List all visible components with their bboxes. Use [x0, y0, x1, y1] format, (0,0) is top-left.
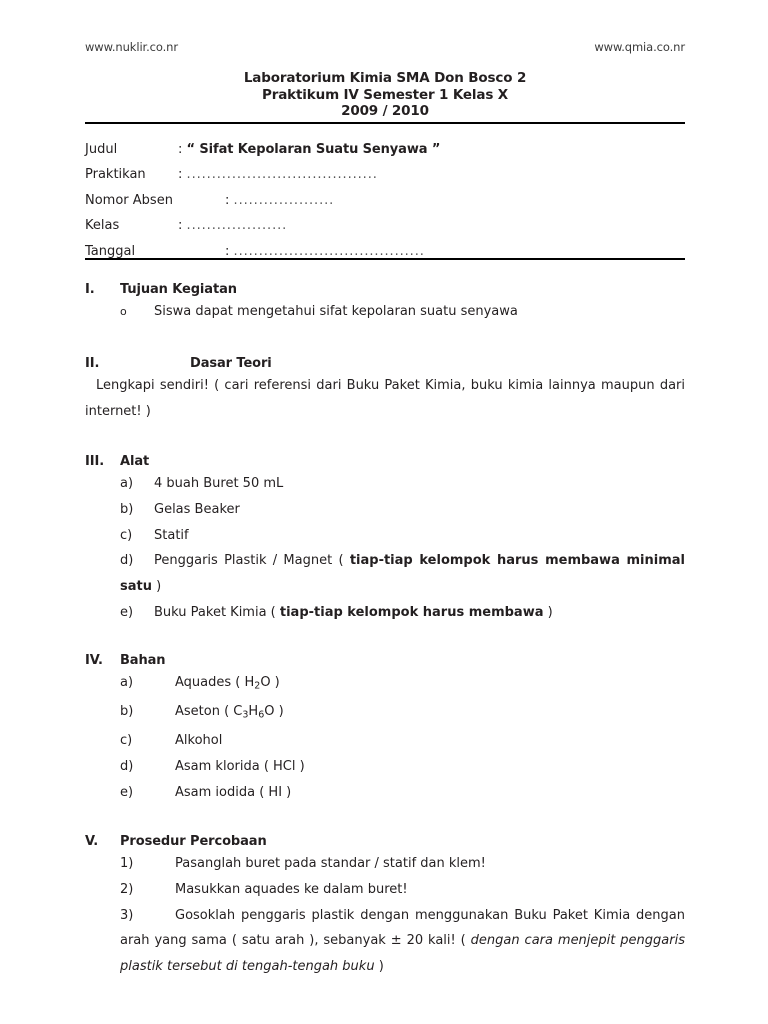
- label-praktikan: Praktikan: [85, 167, 146, 183]
- list-item: [85, 600, 685, 626]
- label-tanggal: Tanggal: [85, 243, 136, 259]
- list-item-text-tail: ): [543, 604, 553, 620]
- section-dasar-teori: [85, 355, 685, 425]
- nomor-absen-field[interactable]: [225, 188, 334, 213]
- list-item-label: Siswa dapat mengetahui sifat kepolaran suatu senyawa: [154, 304, 518, 319]
- separator-colon: :: [225, 192, 230, 208]
- label-kelas: Kelas: [85, 218, 120, 234]
- section-heading: [85, 453, 685, 471]
- kelas-field[interactable]: [178, 213, 287, 238]
- section-heading: [85, 652, 685, 670]
- praktikan-blank[interactable]: ......................................: [186, 167, 378, 183]
- list-item: [85, 728, 685, 754]
- list-item: [85, 754, 685, 780]
- list-item-text-tail: ): [374, 959, 384, 975]
- section-number: III.: [85, 454, 105, 469]
- chemical-subscript: 3: [242, 709, 249, 721]
- section-number: II.: [85, 356, 100, 371]
- tanggal-field[interactable]: [225, 239, 425, 264]
- list-item-label: Asam iodida ( HI ): [175, 784, 292, 800]
- list-item: [85, 877, 685, 903]
- praktikan-field[interactable]: [178, 162, 378, 187]
- section-tujuan-kegiatan: [85, 281, 685, 325]
- list-marker: e): [120, 604, 134, 620]
- list-item-label: 4 buah Buret 50 mL: [154, 476, 284, 491]
- judul-field: [178, 137, 440, 162]
- chemical-name: Aseton ( C: [175, 704, 243, 720]
- list-marker: b): [120, 704, 134, 720]
- chemical-tail: O ): [264, 704, 284, 720]
- list-marker: c): [120, 733, 133, 749]
- separator-colon: :: [178, 142, 183, 157]
- section-title: Dasar Teori: [190, 356, 272, 371]
- section-title: Alat: [120, 454, 150, 469]
- section-title: Prosedur Percobaan: [120, 834, 267, 849]
- separator-colon: :: [225, 243, 230, 259]
- form-row-nomor-absen: [85, 188, 685, 213]
- chemical-tail: O ): [260, 675, 280, 690]
- alat-list: [85, 471, 685, 626]
- url-left: www.nuklir.co.nr: [85, 40, 178, 54]
- kelas-blank[interactable]: ....................: [186, 218, 288, 234]
- list-item: [85, 699, 685, 728]
- list-item-label: Alkohol: [175, 733, 223, 749]
- list-item-text-tail: ): [151, 579, 162, 595]
- list-marker: b): [120, 501, 134, 517]
- section-number: IV.: [85, 653, 103, 668]
- list-item-text-bold: tiap-tiap kelompok harus membawa: [279, 604, 544, 620]
- list-item-label: Statif: [154, 527, 189, 543]
- label-nomor-absen: Nomor Absen: [85, 192, 173, 208]
- nomor-absen-blank[interactable]: ....................: [233, 192, 335, 208]
- identity-form: [85, 137, 685, 264]
- list-marker: d): [120, 553, 134, 569]
- section-heading: [85, 355, 685, 373]
- chemical-subscript: 2: [254, 680, 261, 692]
- label-judul: Judul: [85, 142, 118, 157]
- chemical-name: Aquades ( H: [175, 675, 255, 690]
- list-item: [85, 851, 685, 877]
- section-heading: [85, 281, 685, 299]
- tanggal-blank[interactable]: ......................................: [233, 243, 425, 259]
- section-heading: [85, 833, 685, 851]
- chemical-mid: H: [248, 704, 259, 720]
- title-line-1: Laboratorium Kimia SMA Don Bosco 2: [243, 70, 527, 86]
- list-item-label: Pasanglah buret pada standar / statif dan klem!: [175, 856, 486, 871]
- list-item-text-plain: Buku Paket Kimia (: [154, 604, 280, 620]
- list-item: [85, 497, 685, 523]
- list-item-text-plain: Penggaris Plastik / Magnet (: [154, 553, 350, 569]
- dasar-teori-paragraph: Lengkapi sendiri! ( cari referensi dari Buku Paket Kimia, buku kimia lainnya maupun dari internet! ): [85, 378, 685, 419]
- section-title: Bahan: [120, 653, 166, 668]
- list-item-label: Gelas Beaker: [154, 501, 240, 517]
- section-number: V.: [85, 834, 99, 849]
- prosedur-list: [85, 851, 685, 980]
- document-title-block: [85, 70, 685, 120]
- form-row-tanggal: [85, 239, 685, 264]
- url-right: www.qmia.co.nr: [594, 40, 685, 54]
- list-marker: e): [120, 784, 134, 800]
- separator-colon: :: [178, 167, 183, 183]
- list-marker: d): [120, 759, 134, 775]
- section-bahan: [85, 652, 685, 806]
- title-line-3: 2009 / 2010: [341, 103, 429, 119]
- list-item: [85, 523, 685, 549]
- list-item-label: [120, 699, 284, 728]
- list-marker: c): [120, 527, 133, 543]
- list-item-label: [120, 670, 280, 699]
- list-item-text-plain: Gosoklah penggaris plastik dengan menggunakan Buku Paket Kimia dengan arah yang sama ( satu arah ), sebanyak ± 20 kali! (: [120, 907, 685, 949]
- title-line-2: Praktikum IV Semester 1 Kelas X: [261, 86, 509, 103]
- list-item: [85, 670, 685, 699]
- running-header: [85, 40, 685, 54]
- list-item: [85, 548, 685, 600]
- section-title: Tujuan Kegiatan: [120, 282, 237, 297]
- list-item-text-italic: dengan cara menjepit penggaris plastik tersebut di tengah-tengah buku: [120, 933, 685, 975]
- list-item: [85, 471, 685, 497]
- list-item-label: Asam klorida ( HCl ): [175, 759, 305, 775]
- section-prosedur-percobaan: [85, 833, 685, 980]
- section-alat: [85, 453, 685, 626]
- tujuan-list: [85, 299, 685, 325]
- chemical-subscript: 6: [258, 709, 265, 721]
- bahan-list: [85, 670, 685, 806]
- divider-top: [85, 122, 685, 124]
- list-marker: 3): [120, 907, 134, 923]
- list-item: [85, 903, 685, 980]
- list-marker: 1): [120, 856, 134, 871]
- form-row-kelas: [85, 213, 685, 238]
- separator-colon: :: [178, 218, 183, 234]
- form-row-judul: [85, 137, 685, 162]
- section-number: I.: [85, 282, 95, 297]
- judul-value[interactable]: “ Sifat Kepolaran Suatu Senyawa ”: [186, 142, 441, 157]
- bullet-circle-icon: o: [120, 305, 127, 318]
- list-marker: a): [120, 476, 134, 491]
- form-row-praktikan: [85, 162, 685, 187]
- list-marker: 2): [120, 881, 134, 897]
- list-item: [85, 299, 685, 325]
- list-item: [85, 780, 685, 806]
- list-item-label: Masukkan aquades ke dalam buret!: [175, 881, 408, 897]
- list-marker: a): [120, 675, 134, 690]
- list-item-text-bold: tiap-tiap kelompok harus membawa minimal satu: [120, 553, 685, 595]
